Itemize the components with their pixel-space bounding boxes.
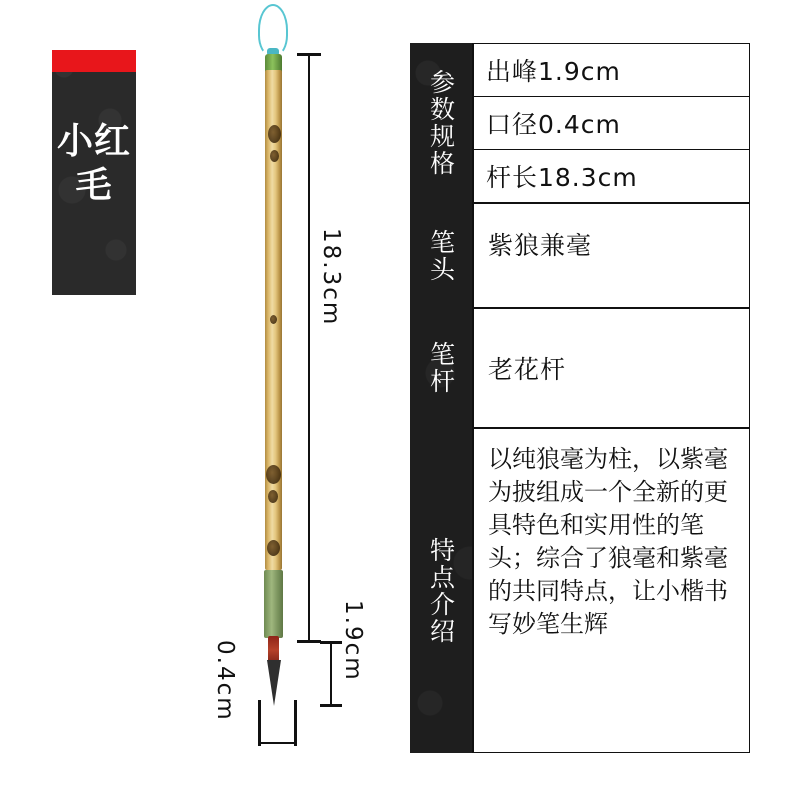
shaft-spot: [266, 465, 281, 484]
row-label-features: 特点介绍: [426, 536, 456, 645]
row-content-brush-head: [472, 203, 750, 308]
spec-value-brush-shaft: 老花杆: [488, 355, 567, 384]
row-content-features: [472, 428, 750, 753]
dimension-tick: [294, 700, 297, 746]
badge-accent-bar: [52, 50, 136, 72]
shaft-spot: [268, 490, 278, 503]
spec-value-tip-length: 出峰1.9cm: [474, 44, 749, 97]
dimension-line-tip: [330, 642, 332, 706]
row-label-brush-head: 笔头: [426, 228, 456, 283]
dimension-line-diameter: [259, 742, 297, 744]
spec-table: [410, 43, 750, 753]
brush-tip-hair: [267, 660, 281, 706]
spec-value-diameter: 口径0.4cm: [474, 97, 749, 150]
product-name-badge: [52, 50, 136, 295]
dimension-tick: [320, 704, 342, 707]
table-row: [410, 43, 750, 203]
spec-value-brush-head: 紫狼兼毫: [488, 231, 593, 260]
spec-value-features: 以纯狼毫为柱，以紫毫为披组成一个全新的更具特色和实用性的笔头；综合了狼毫和紫毫的共同特点，让小楷书写妙笔生辉: [488, 445, 728, 638]
table-row: [410, 203, 750, 308]
row-content-brush-shaft: [472, 308, 750, 428]
row-label-brush-shaft: 笔杆: [426, 341, 456, 395]
table-row: [410, 308, 750, 428]
dimension-tick: [258, 700, 261, 746]
spec-value-shaft-length: 杆长18.3cm: [486, 163, 638, 192]
product-name-text: 小红毛: [56, 121, 131, 206]
table-row: [410, 428, 750, 753]
dimension-label-diameter: 0.4cm: [212, 640, 238, 722]
dimension-label-shaft-length: 18.3cm: [318, 228, 344, 327]
dimension-label-tip-length: 1.9cm: [340, 600, 366, 682]
shaft-spot: [268, 125, 281, 143]
shaft-spot: [270, 315, 277, 324]
brush-ferrule: [264, 570, 283, 638]
dimension-tick: [320, 641, 342, 644]
dimension-tick: [297, 53, 321, 56]
dimension-line-shaft: [308, 54, 310, 642]
shaft-spot: [270, 150, 279, 162]
brush-illustration: [210, 0, 400, 800]
shaft-spot: [267, 540, 280, 556]
row-label-params: 参数规格: [426, 69, 456, 177]
row-content-params: [472, 43, 750, 203]
dimension-tick: [297, 640, 321, 643]
